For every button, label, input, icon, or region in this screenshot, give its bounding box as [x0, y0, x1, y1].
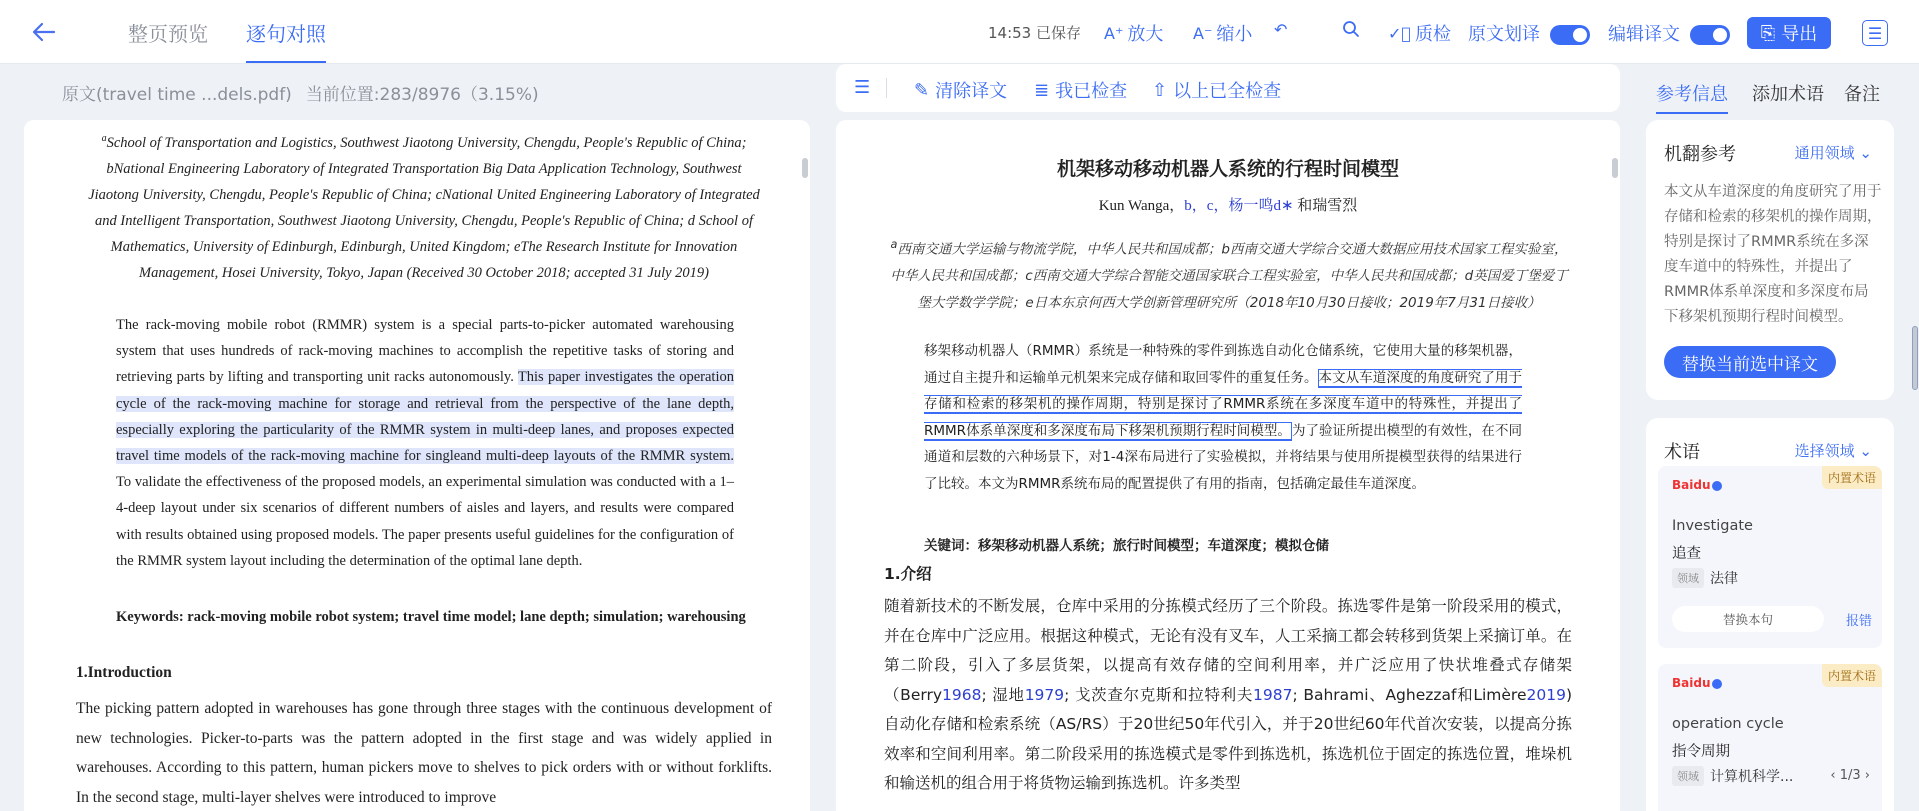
left-scrollbar[interactable] [802, 158, 808, 178]
translation-toolbar [836, 64, 1620, 112]
export-button[interactable]: ⎘ 导出 [1747, 17, 1831, 49]
translated-title[interactable]: 机架移动移动机器人系统的行程时间模型 [1056, 158, 1399, 180]
translated-abstract[interactable]: 移架移动机器人（RMMR）系统是一种特殊的零件到拣选自动化仓储系统，它使用大量的移架机器，通过自主提升和运输单元机架来完成存储和取回零件的重复任务。本文从车道深度的角度研究了用于存储和检索的移架机的操作周期，特别是探讨了RMMR系统在多深度车道中的特殊性，并提出了RMMR体系单深度和多深度布局下移架机预期行程时间模型。为了验证所提出模型的有效性，在不同通道和层数的六种场景下，对1-4深布局进行了实验模拟，并将结果与使用所提模型获得的结果进行了比较。本文为RMMR系统布局的配置提供了有用的指南，包括确定最佳车道深度。 [924, 343, 1523, 492]
original-document-panel [24, 120, 810, 811]
term-field: 领域 法律 [1672, 568, 1738, 588]
term-heading: 术语 [1664, 442, 1700, 463]
clear-translation-button[interactable]: ✎ 清除译文 [914, 79, 1008, 102]
abstract-text[interactable]: The rack-moving mobile robot (RMMR) system is a special parts-to-picker automated warehousing system that uses hundreds of rack-moving machines to accomplish the repetitive tasks of storing and retrieving parts by lifting and transporting unit racks autonomously. This paper investigates the operation cycle of the rack-moving machine for storage and retrieval from the perspective of the lane depth, especially exploring the particularity of the RMMR system in multi-deep lanes, and proposes expected travel time models of the rack-moving machine for singleand multi-deep layouts of the RMMR system. To validate the effectiveness of the proposed models, an experimental simulation was conducted with a 1–4-deep layout under six scenarios of different numbers of aisles and layers, and results were compared with results obtained using proposed models. The paper presents useful guidelines for the configuration of the RMMR system layout including the determination of the optimal lane depth. [116, 317, 734, 569]
translated-authors[interactable]: Kun Wanga，b，c，杨一鸣d∗ 和瑞雪烈 [1098, 198, 1358, 214]
list-check-icon: ≣ [1034, 79, 1050, 101]
top-toolbar [0, 0, 1919, 64]
intro-paragraph[interactable]: The picking pattern adopted in warehouses has gone through three stages with the continuous development of new technologies. Picker-to-parts was the pattern adopted in the first stage and was widely applied in warehouses. According to this pattern, human pickers move to shelves to pick orders with or without forklifts. In the second stage, multi-layer shelves were introduced to improve [76, 700, 772, 806]
machine-translation-card [1646, 120, 1894, 400]
tab-sentence-compare[interactable]: 逐句对照 [246, 18, 326, 47]
edit-translation-label: 编辑译文 [1608, 24, 1680, 45]
original-underline-label: 原文划译 [1468, 24, 1540, 45]
baidu-logo-icon: Baidu [1672, 478, 1723, 492]
file-info [62, 80, 539, 105]
chevron-down-icon: ⌄ [1859, 144, 1872, 162]
zoom-in-button[interactable]: A⁺ 放大 [1104, 23, 1164, 45]
mt-domain-select[interactable]: 通用领域 ⌄ [1794, 144, 1872, 162]
term-source: Investigate [1672, 518, 1753, 534]
edit-translation-toggle[interactable] [1690, 25, 1730, 45]
file-name: 原文(travel time ...dels.pdf) [62, 85, 292, 105]
translated-section-heading[interactable]: 1.介绍 [884, 565, 932, 583]
builtin-term-badge: 内置术语 [1822, 466, 1882, 489]
outline-icon[interactable]: ☰ [854, 77, 871, 98]
tab-notes[interactable]: 备注 [1844, 84, 1880, 105]
term-item [1658, 466, 1882, 648]
terminology-card [1646, 418, 1894, 811]
replace-selected-button[interactable]: 替换当前选中译文 [1664, 346, 1836, 378]
affiliations-text: $^a$School of Transportation and Logistics, Southwest Jiaotong University, Chengdu, People's Republic of China; bNational Engineering Laboratory of Integrated Transportation Big Data Application Technology, Southwest Jiaotong University, Chengdu, People's Republic of China; cNational United Engineering Laboratory of Integrated and Intelligent Transportation, Southwest Jiaotong University, Chengdu, People's Republic of China; d School of Mathematics, University of Edinburgh, Edinburgh, United Kingdom; eThe Research Institute for Innovation Management, Hosei University, Tokyo, Japan (Received 30 October 2018; accepted 31 July 2019) [88, 133, 760, 281]
chevron-right-icon: › [1864, 768, 1870, 783]
chevron-left-icon: ‹ [1830, 768, 1836, 783]
term-target: 指令周期 [1672, 744, 1730, 760]
term-domain-select[interactable]: 选择领域 ⌄ [1794, 442, 1872, 460]
term-field: 领域 计算机科学... [1672, 766, 1793, 786]
highlighted-sentence[interactable]: This paper investigates the operation cycle of the rack-moving machine for storage and retrieval from the perspective of the lane depth, especially exploring the particularity of the RMMR system in multi-deep lanes, and proposes expected travel time models of the rack-moving machine for singleand multi-deep layouts of the RMMR system. [116, 369, 734, 465]
search-icon[interactable] [1342, 20, 1360, 38]
export-icon: ⎘ [1760, 22, 1776, 44]
right-scrollbar[interactable] [1912, 326, 1918, 390]
translated-keywords[interactable]: 关键词：移架移动机器人系统；旅行时间模型；车道深度；模拟仓储 [924, 538, 1329, 554]
current-position: 当前位置:283/8976（3.15%) [305, 85, 539, 105]
divider [886, 78, 887, 98]
translation-panel [836, 120, 1620, 811]
tab-add-term[interactable]: 添加术语 [1752, 84, 1824, 105]
replace-sentence-button[interactable]: 替换本句 [1672, 606, 1824, 632]
chevron-down-icon: ⌄ [1859, 442, 1872, 460]
save-status: 14:53 已保存 [988, 24, 1081, 42]
quality-check-button[interactable]: ✓⃝ 质检 [1388, 23, 1452, 45]
eraser-icon: ✎ [914, 79, 930, 101]
selected-translation[interactable]: 本文从车道深度的角度研究了用于存储和检索的移架机的操作周期，特别是探讨了RMMR系统在多深度车道中的特殊性，并提出了RMMR体系单深度和多深度布局下移架机预期行程时间模型。 [924, 369, 1523, 439]
zoom-out-button[interactable]: A⁻ 缩小 [1193, 23, 1253, 45]
tab-full-page-preview[interactable]: 整页预览 [128, 22, 208, 46]
keywords: Keywords: rack-moving mobile robot system; travel time model; lane depth; simulation; warehousing [116, 609, 746, 625]
tab-reference-info[interactable]: 参考信息 [1656, 80, 1728, 106]
report-error-link[interactable]: 报错 [1845, 614, 1872, 629]
baidu-logo-icon: Baidu [1672, 676, 1723, 690]
back-arrow-icon[interactable] [30, 18, 58, 46]
term-item [1658, 664, 1882, 811]
checked-button[interactable]: ≣ 我已检查 [1034, 79, 1128, 102]
zoom-in-icon: A⁺ [1104, 23, 1124, 43]
term-pager[interactable]: ‹ 1/3 › [1830, 768, 1870, 783]
mt-reference-text: 本文从车道深度的角度研究了用于存储和检索的移架机的操作周期，特别是探讨了RMMR系统在多深度车道中的特殊性，并提出了RMMR体系单深度和多深度布局下移架机预期行程时间模型。 [1664, 184, 1882, 325]
check-circle-icon: ✓⃝ [1388, 23, 1412, 43]
undo-icon[interactable]: ↶ [1274, 20, 1288, 39]
builtin-term-badge: 内置术语 [1822, 664, 1882, 687]
menu-icon[interactable]: ☰ [1862, 20, 1888, 46]
all-above-checked-button[interactable]: ⇧ 以上已全检查 [1152, 79, 1282, 102]
section-heading: 1.Introduction [76, 664, 172, 681]
term-target: 追查 [1672, 546, 1701, 562]
translated-intro[interactable]: 随着新技术的不断发展，仓库中采用的分拣模式经历了三个阶段。拣选零件是第一阶段采用的模式，并在仓库中广泛应用。根据这种模式，无论有没有叉车，人工采摘工都会转移到货架上采摘订单。在第二阶段，引入了多层货架，以提高有效存储的空间利用率，并广泛应用了快状堆叠式存储架（Berry1968; 湿地1979; 戈茨查尔克斯和拉特利夫1987; Bahrami、Aghezzaf和Limère2019)自动化存储和检索系统（AS/RS）于20世纪50年代引入，并于20世纪60年代首次安装，以提高分拣效率和空间利用率。第二阶段采用的拣选模式是零件到拣选机，拣选机位于固定的拣选位置，堆垛机和输送机的组合用于将货物运输到拣选机。许多类型 [884, 597, 1573, 792]
term-source: operation cycle [1672, 716, 1784, 732]
up-arrow-icon: ⇧ [1152, 79, 1168, 101]
translated-affiliations[interactable]: $^a$西南交通大学运输与物流学院，中华人民共和国成都；b西南交通大学综合交通大数据应用技术国家工程实验室，中华人民共和国成都；c西南交通大学综合智能交通国家联合工程实验室，中华人民共和国成都；d英国爱丁堡爱丁堡大学数学学院；e日本东京何西大学创新管理研究所（2018年10月30日接收；2019年7月31日接收） [890, 238, 1568, 311]
mt-heading: 机翻参考 [1664, 144, 1736, 165]
zoom-out-icon: A⁻ [1193, 23, 1213, 43]
original-underline-toggle[interactable] [1550, 25, 1590, 45]
